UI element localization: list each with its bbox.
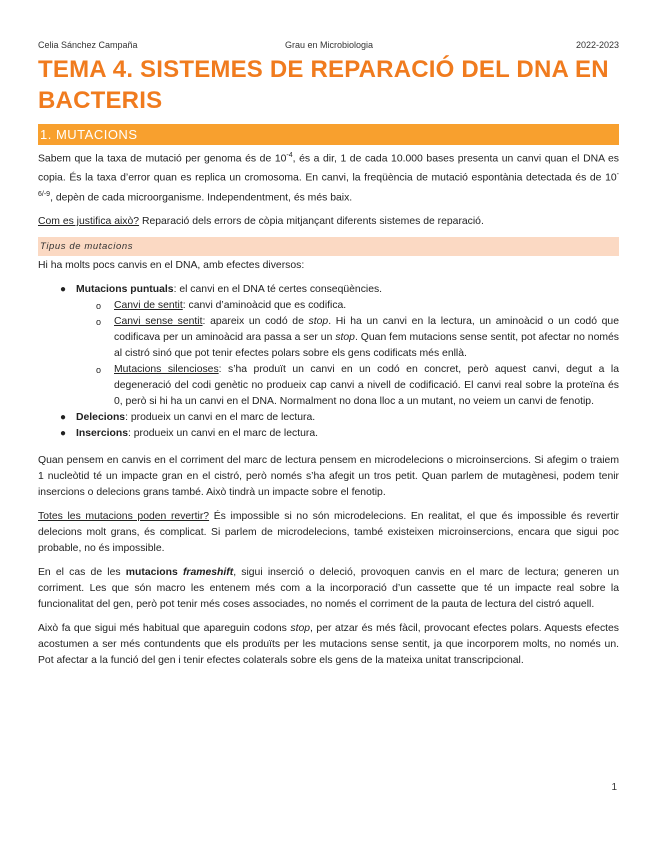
frame-paragraph: Quan pensem en canvis en el corriment del marc de lectura pensem en microdelecions o microinsercions. Si afegim o traiem 1 nucleòtid té un impacte gran en el cistró, però només s’ha afegit un tros petit. Quan parlem de mutagènesi, podem tenir insercions o delecions grans també. Això tindrà un impacte sobre el fenotip.	[38, 455, 619, 499]
types-intro: Hi ha molts pocs canvis en el DNA, amb efectes diversos:	[38, 260, 305, 272]
subsection-heading: Tipus de mutacions	[38, 237, 619, 256]
bullet-icon: ●	[60, 428, 67, 440]
frameshift-paragraph: En el cas de les mutacions frameshift, sigui inserció o deleció, provoquen canvis en el marc de lectura; generen un corriment. Les que són macro les entenem més com a la incorporació d’un cassette que té un impacte real sobre la funcionalitat del gen, però pot tenir més coses associades, no només el corriment de la pauta de lectura del cistró aquell.	[38, 567, 619, 611]
header-course: Grau en Microbiologia	[285, 40, 374, 50]
header-year: 2022-2023	[575, 40, 619, 50]
justify-paragraph: Com es justifica això? Reparació dels errors de còpia mitjançant diferents sistemes de reparació.	[38, 216, 484, 228]
intro-paragraph: Sabem que la taxa de mutació per genoma és de $10^{-4}$, és a dir, 1 de cada 10.000 bases presenta un canvi quan el DNA es copia. És la taxa d’error quan es replica un cromosoma. En canvi, la freqüència de mutació espontània detectada és de $10^{-6/-9}$, depèn de cada microorganisme. Independentment, és més baix.	[38, 152, 619, 204]
revert-paragraph: Totes les mutacions poden revertir? És impossible si no són microdelecions. En realitat, el que és impossible és revertir delecions molt grans, és complicat. Si parlem de microdelecions, també existeixen microinsercions, encara que sigui poc probable, no és impossible.	[38, 511, 619, 555]
page-number: 1	[611, 782, 617, 793]
list-item: o Mutacions silencioses: s’ha produït un canvi en un codó en concret, però aquest canvi, degut a la degeneració del codi genètic no produeix cap canvi a nivell de codificació. El canvi real sobre la proteïna és 0, però si hi ha un canvi en el DNA. Normalment no dona lloc a un mutant, no veiem un canvi de fenotip.	[96, 364, 619, 408]
list-item: o Canvi de sentit: canvi d’aminoàcid que es codifica.	[38, 298, 619, 314]
circle-bullet-icon: o	[96, 317, 102, 328]
circle-bullet-icon: o	[96, 365, 102, 376]
list-item: ● Mutacions puntuals: el canvi en el DNA té certes conseqüències.	[38, 282, 619, 298]
mutation-types-list	[38, 282, 619, 442]
list-item: ● Insercions: produeix un canvi en el marc de lectura.	[38, 426, 619, 442]
header-author: Celia Sánchez Campaña	[38, 40, 138, 50]
bullet-icon: ●	[60, 284, 67, 296]
bullet-icon: ●	[60, 412, 67, 424]
section-heading: 1. MUTACIONS	[38, 124, 619, 145]
polar-paragraph: Això fa que sigui més habitual que apareguin codons stop, per atzar és més fàcil, provocant efectes polars. Aquests efectes acostumen a ser més contundents que els produïts per les mutacions sense sentit, ja que incorporem molts, no només un. Pot afectar a la funció del gen i tenir efectes colaterals sobre els gens de la mateixa unitat transcripcional.	[38, 623, 619, 667]
circle-bullet-icon: o	[96, 301, 102, 312]
list-item: o Canvi sense sentit: apareix un codó de stop. Hi ha un canvi en la lectura, un aminoàcid o un codó que codificava per un aminoàcid ara passa a ser un stop. Quan fem mutacions sense sentit, pot afectar no només al cistró sinó que pot tenir efectes polars sobre els gens codificats més enllà.	[96, 316, 619, 360]
page	[38, 0, 619, 669]
list-item: ● Delecions: produeix un canvi en el marc de lectura.	[38, 410, 619, 426]
document-title: TEMA 4. SISTEMES DE REPARACIÓ DEL DNA EN BACTERIS	[38, 56, 609, 114]
page-header	[38, 40, 619, 60]
